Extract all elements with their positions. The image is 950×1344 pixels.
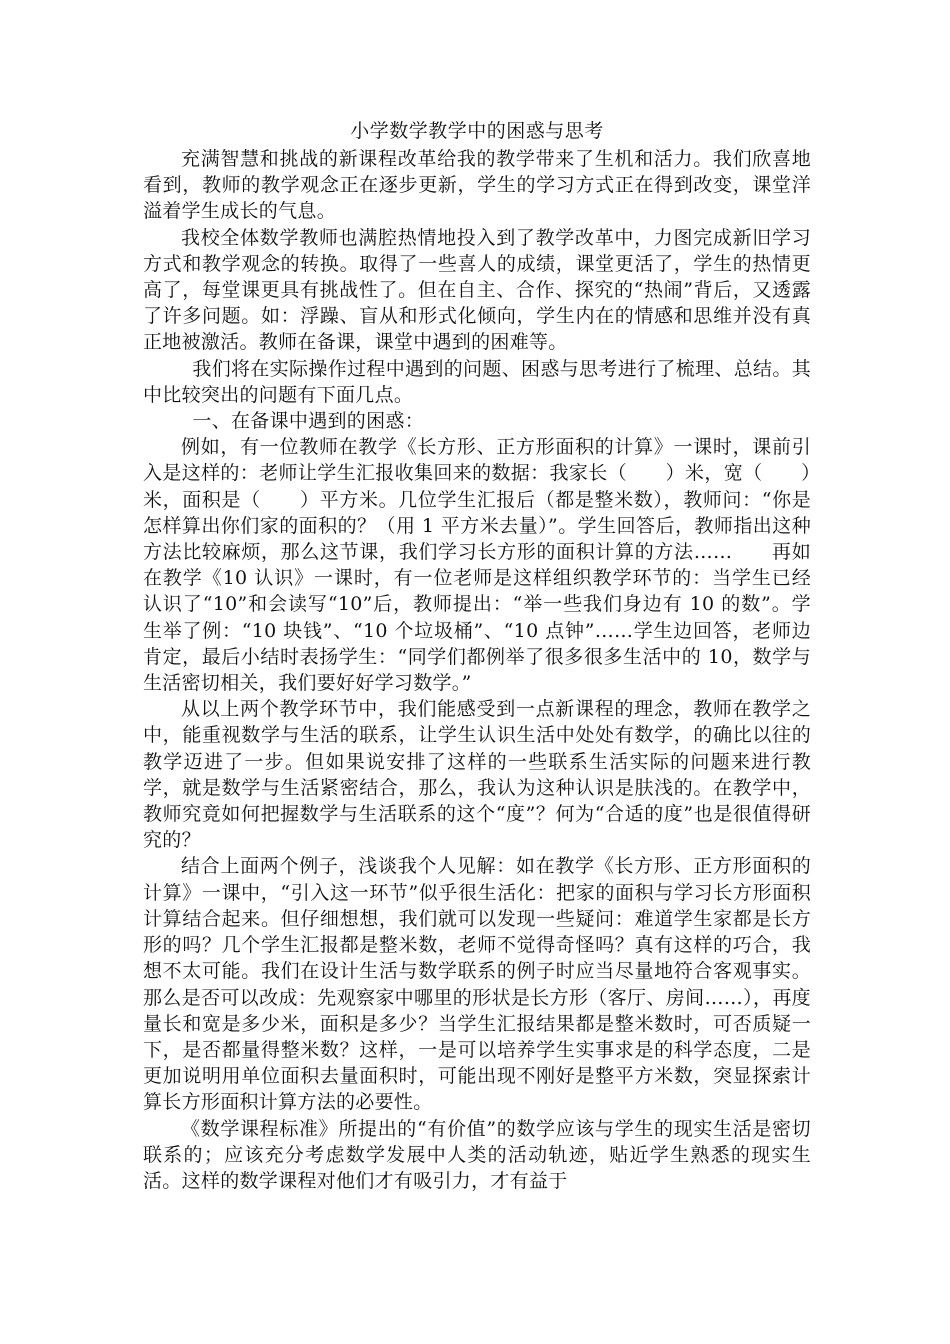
- paragraph-summary: 我们将在实际操作过程中遇到的问题、困惑与思考进行了梳理、总结。其中比较突出的问题有下面几点。: [143, 357, 811, 406]
- paragraph-standard: 《数学课程标准》所提出的“有价值”的数学应该与学生的现实生活是密切联系的；应该充分考虑数学发展中人类的活动轨迹，贴近学生熟悉的现实生活。这样的数学课程对他们才有吸引力，才有益于: [143, 1117, 811, 1192]
- paragraph-examples: 例如，有一位教师在教学《长方形、正方形面积的计算》一课时，课前引入是这样的：老师让学生汇报收集回来的数据：我家长（ ）米，宽（ ）米，面积是（ ）平方米。几位学生汇报后（都是整米数），教师问：“你是怎样算出你们家的面积的？（用 1 平方米去量）”。学生回答后，教师指出这种方法比较麻烦，那么这节课，我们学习长方形的面积计算的方法…… 再如在教学《10 认识》一课时，有一位老师是这样组织教学环节的：当学生已经认识了“10”和会读写“10”后，教师提出：“举一些我们身边有 10 的数”。学生举了例：“10 块钱”、“10 个垃圾桶”、“10 点钟”……学生边回答，老师边肯定，最后小结时表扬学生：“同学们都例举了很多很多生活中的 10，数学与生活密切相关，我们要好好学习数学。”: [143, 436, 811, 695]
- paragraph-opinion: 结合上面两个例子，浅谈我个人见解：如在教学《长方形、正方形面积的计算》一课中，“引入这一环节”似乎很生活化：把家的面积与学习长方形面积计算结合起来。但仔细想想，我们就可以发现一些疑问：难道学生家都是长方形的吗？几个学生汇报都是整米数，老师不觉得奇怪吗？真有这样的巧合，我想不太可能。我们在设计生活与数学联系的例子时应当尽量地符合客观事实。那么是否可以改成：先观察家中哪里的形状是长方形（客厅、房间……），再度量长和宽是多少米，面积是多少？当学生汇报结果都是整米数时，可否质疑一下，是否都量得整米数？这样，一是可以培养学生实事求是的科学态度，二是更加说明用单位面积去量面积时，可能出现不刚好是整平方米数，突显探索计算长方形面积计算方法的必要性。: [143, 855, 811, 1114]
- paragraph-reform: 我校全体数学教师也满腔热情地投入到了教学改革中，力图完成新旧学习方式和教学观念的转换。取得了一些喜人的成绩，课堂更活了，学生的热情更高了，每堂课更具有挑战性了。但在自主、合作、探究的“热闹”背后，又透露了许多问题。如：浮躁、盲从和形式化倾向，学生内在的情感和思维并没有真正地被激活。教师在备课，课堂中遇到的困难等。: [143, 226, 811, 354]
- paragraph-intro: 充满智慧和挑战的新课程改革给我的教学带来了生机和活力。我们欣喜地看到，教师的教学观念正在逐步更新，学生的学习方式正在得到改变，课堂洋溢着学生成长的气息。: [143, 148, 811, 223]
- page-title: 小学数学教学中的困惑与思考: [350, 120, 604, 142]
- paragraph-analysis: 从以上两个教学环节中，我们能感受到一点新课程的理念，教师在教学之中，能重视数学与生活的联系，让学生认识生活中处处有数学，的确比以往的教学迈进了一步。但如果说安排了这样的一些联系生活实际的问题来进行教学，就是数学与生活紧密结合，那么，我认为这种认识是肤浅的。在教学中，教师究竟如何把握数学与生活联系的这个“度”？何为“合适的度”也是很值得研究的？: [143, 698, 811, 852]
- document-page: [143, 118, 811, 1194]
- section-heading-lesson-prep: 一、在备课中遇到的困惑：: [192, 410, 424, 433]
